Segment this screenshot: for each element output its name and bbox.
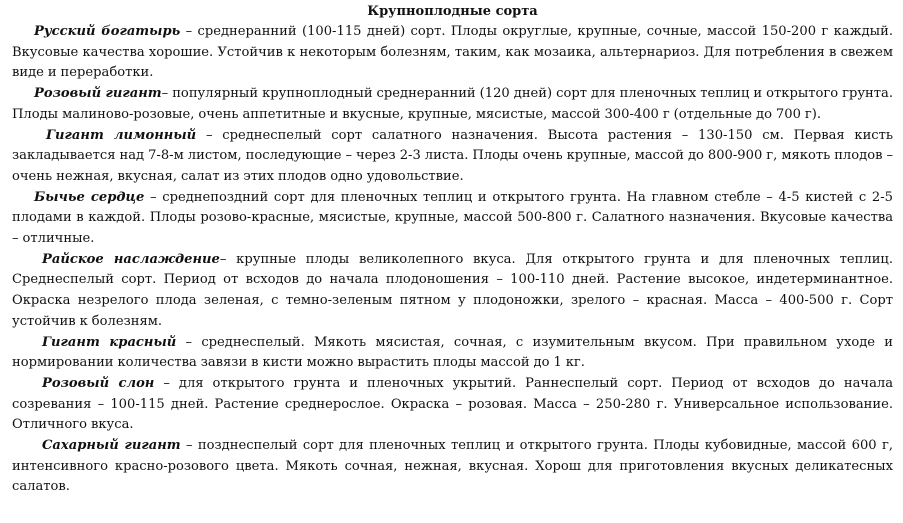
variety-name: Русский богатырь — [34, 24, 181, 39]
variety-name: Розовый слон — [42, 375, 155, 391]
entry-gigant-limonnyy — [12, 126, 893, 188]
variety-name: Гигант лимонный — [46, 127, 197, 143]
variety-description: – среднеспелый сорт салатного назначения. Высота растения – 130-150 см. Первая кисть закладывается над 7-8-м листом, последующие – через 2-3 листа. Плоды очень крупные, массой до 800-900 г, мякоть плодов – очень нежная, вкусная, салат из этих плодов одно удовольствие. — [12, 127, 894, 184]
entry-rozovyy-slon — [12, 374, 893, 436]
variety-description: – среднеспелый. Мякоть мясистая, сочная, с изумительным вкусом. При правильном уходе и нормировании количества завязи в кисти можно вырастить плоды массой до 1 кг. — [12, 334, 894, 371]
document-title: Крупноплодные сорта — [367, 4, 538, 19]
variety-description: – крупные плоды великолепного вкуса. Для открытого грунта и для пленочных теплиц. Среднеспелый сорт. Период от всходов до начала плодоношения – 100-110 дней. Растение высокое, индетерминантное. Окраска незрелого плода зеленая, с темно-зеленым пятном у плодоножки, зрелого – красная. Масса – 400-500 г. Сорт устойчив к болезням. — [12, 251, 893, 329]
variety-description: – среднеранний (100-115 дней) сорт. Плоды округлые, крупные, сочные, массой 150-200 г каждый. Вкусовые качества хорошие. Устойчив к некоторым болезням, таким, как мозаика, альтернариоз. Для потребления в свежем виде и переработки. — [12, 24, 893, 81]
variety-name: Сахарный гигант — [42, 438, 181, 454]
variety-name: Райское наслаждение — [42, 251, 220, 267]
variety-name: Розовый гигант — [34, 86, 162, 102]
variety-description: – среднепоздний сорт для пленочных теплиц и открытого грунта. На главном стебле – 4-5 кистей с 2-5 плодами в каждой. Плоды розово-красные, мясистые, крупные, массой 500-800 г. Салатного назначения. Вкусовые качества – отличные. — [12, 189, 893, 247]
variety-name: Гигант красный — [42, 334, 177, 350]
entry-bychye-serdtse — [12, 188, 893, 250]
entry-rozovyy-gigant — [12, 84, 893, 125]
entry-gigant-krasnyy — [12, 333, 893, 374]
variety-description: – популярный крупноплодный среднеранний (120 дней) сорт для пленочных теплиц и открытого грунта. Плоды малиново-розовые, очень аппетитные и вкусные, крупные, мясистые, массой 300-400 г (отдельные до 700 г). — [12, 86, 894, 122]
variety-name: Бычье сердце — [34, 189, 145, 205]
variety-description: – позднеспелый сорт для пленочных теплиц и открытого грунта. Плоды кубовидные, массой 600 г, интенсивного красно-розового цвета. Мякоть сочная, нежная, вкусная. Хорош для приготовления вкусных деликатесных салатов. — [12, 438, 893, 495]
entry-rayskoe-naslazhdenie — [12, 250, 893, 333]
entry-russkiy-bogatyr — [12, 22, 893, 84]
variety-description: – для открытого грунта и пленочных укрытий. Раннеспелый сорт. Период от всходов до начала созревания – 100-115 дней. Растение среднерослое. Окраска – розовая. Масса – 250-280 г. Универсальное использование. Отличного вкуса. — [12, 375, 893, 433]
entry-sakharnyy-gigant — [12, 436, 893, 498]
